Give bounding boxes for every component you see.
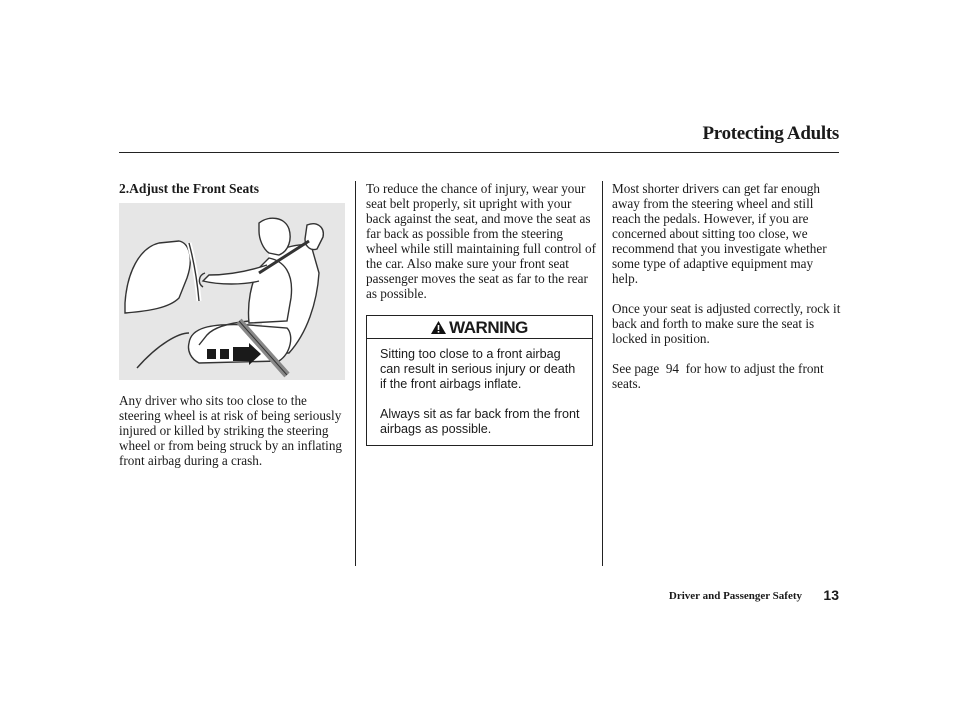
warning-header xyxy=(367,316,592,339)
title-divider xyxy=(119,152,839,153)
paragraph-see-page: See page 94 for how to adjust the front seats. xyxy=(612,361,827,391)
page-title: Protecting Adults xyxy=(702,123,839,144)
paragraph-driver-risk: Any driver who sits too close to the steering wheel is at risk of being seriously injured or killed by striking the steering wheel or from being struck by an inflating front airbag during a crash. xyxy=(119,393,343,468)
warning-box xyxy=(366,315,593,446)
paragraph-reduce-injury: To reduce the chance of injury, wear your seat belt properly, sit upright with your back against the seat, and move the seat as far back as possible from the steering wheel while still maintaining full control of the car. Also make sure your front seat passenger moves the seat as far to the rear as possible. xyxy=(366,181,597,301)
section-heading: 2.Adjust the Front Seats xyxy=(119,181,260,196)
footer-section-title: Driver and Passenger Safety xyxy=(668,590,802,602)
seat-adjustment-illustration xyxy=(119,203,345,380)
warning-paragraph-1: Sitting too close to a front airbag can result in serious injury or death if the front airbags inflate. xyxy=(380,347,576,391)
paragraph-shorter-drivers: Most shorter drivers can get far enough away from the steering wheel and still reach the pedals. However, if you are concerned about sitting too close, we recommend that you investigate whether some type of adaptive equipment may help. xyxy=(612,181,827,286)
warning-body xyxy=(367,339,592,445)
warning-label: WARNING xyxy=(449,317,528,337)
warning-triangle-icon xyxy=(431,321,446,334)
warning-paragraph-2: Always sit as far back from the front airbags as possible. xyxy=(380,407,580,436)
column-3 xyxy=(612,181,842,391)
column-1 xyxy=(119,181,347,468)
page-number: 13 xyxy=(823,587,839,603)
column-divider-1 xyxy=(355,181,356,566)
column-divider-2 xyxy=(602,181,603,566)
paragraph-seat-locked: Once your seat is adjusted correctly, rock it back and forth to make sure the seat is locked in position. xyxy=(612,301,841,346)
column-2 xyxy=(366,181,596,446)
